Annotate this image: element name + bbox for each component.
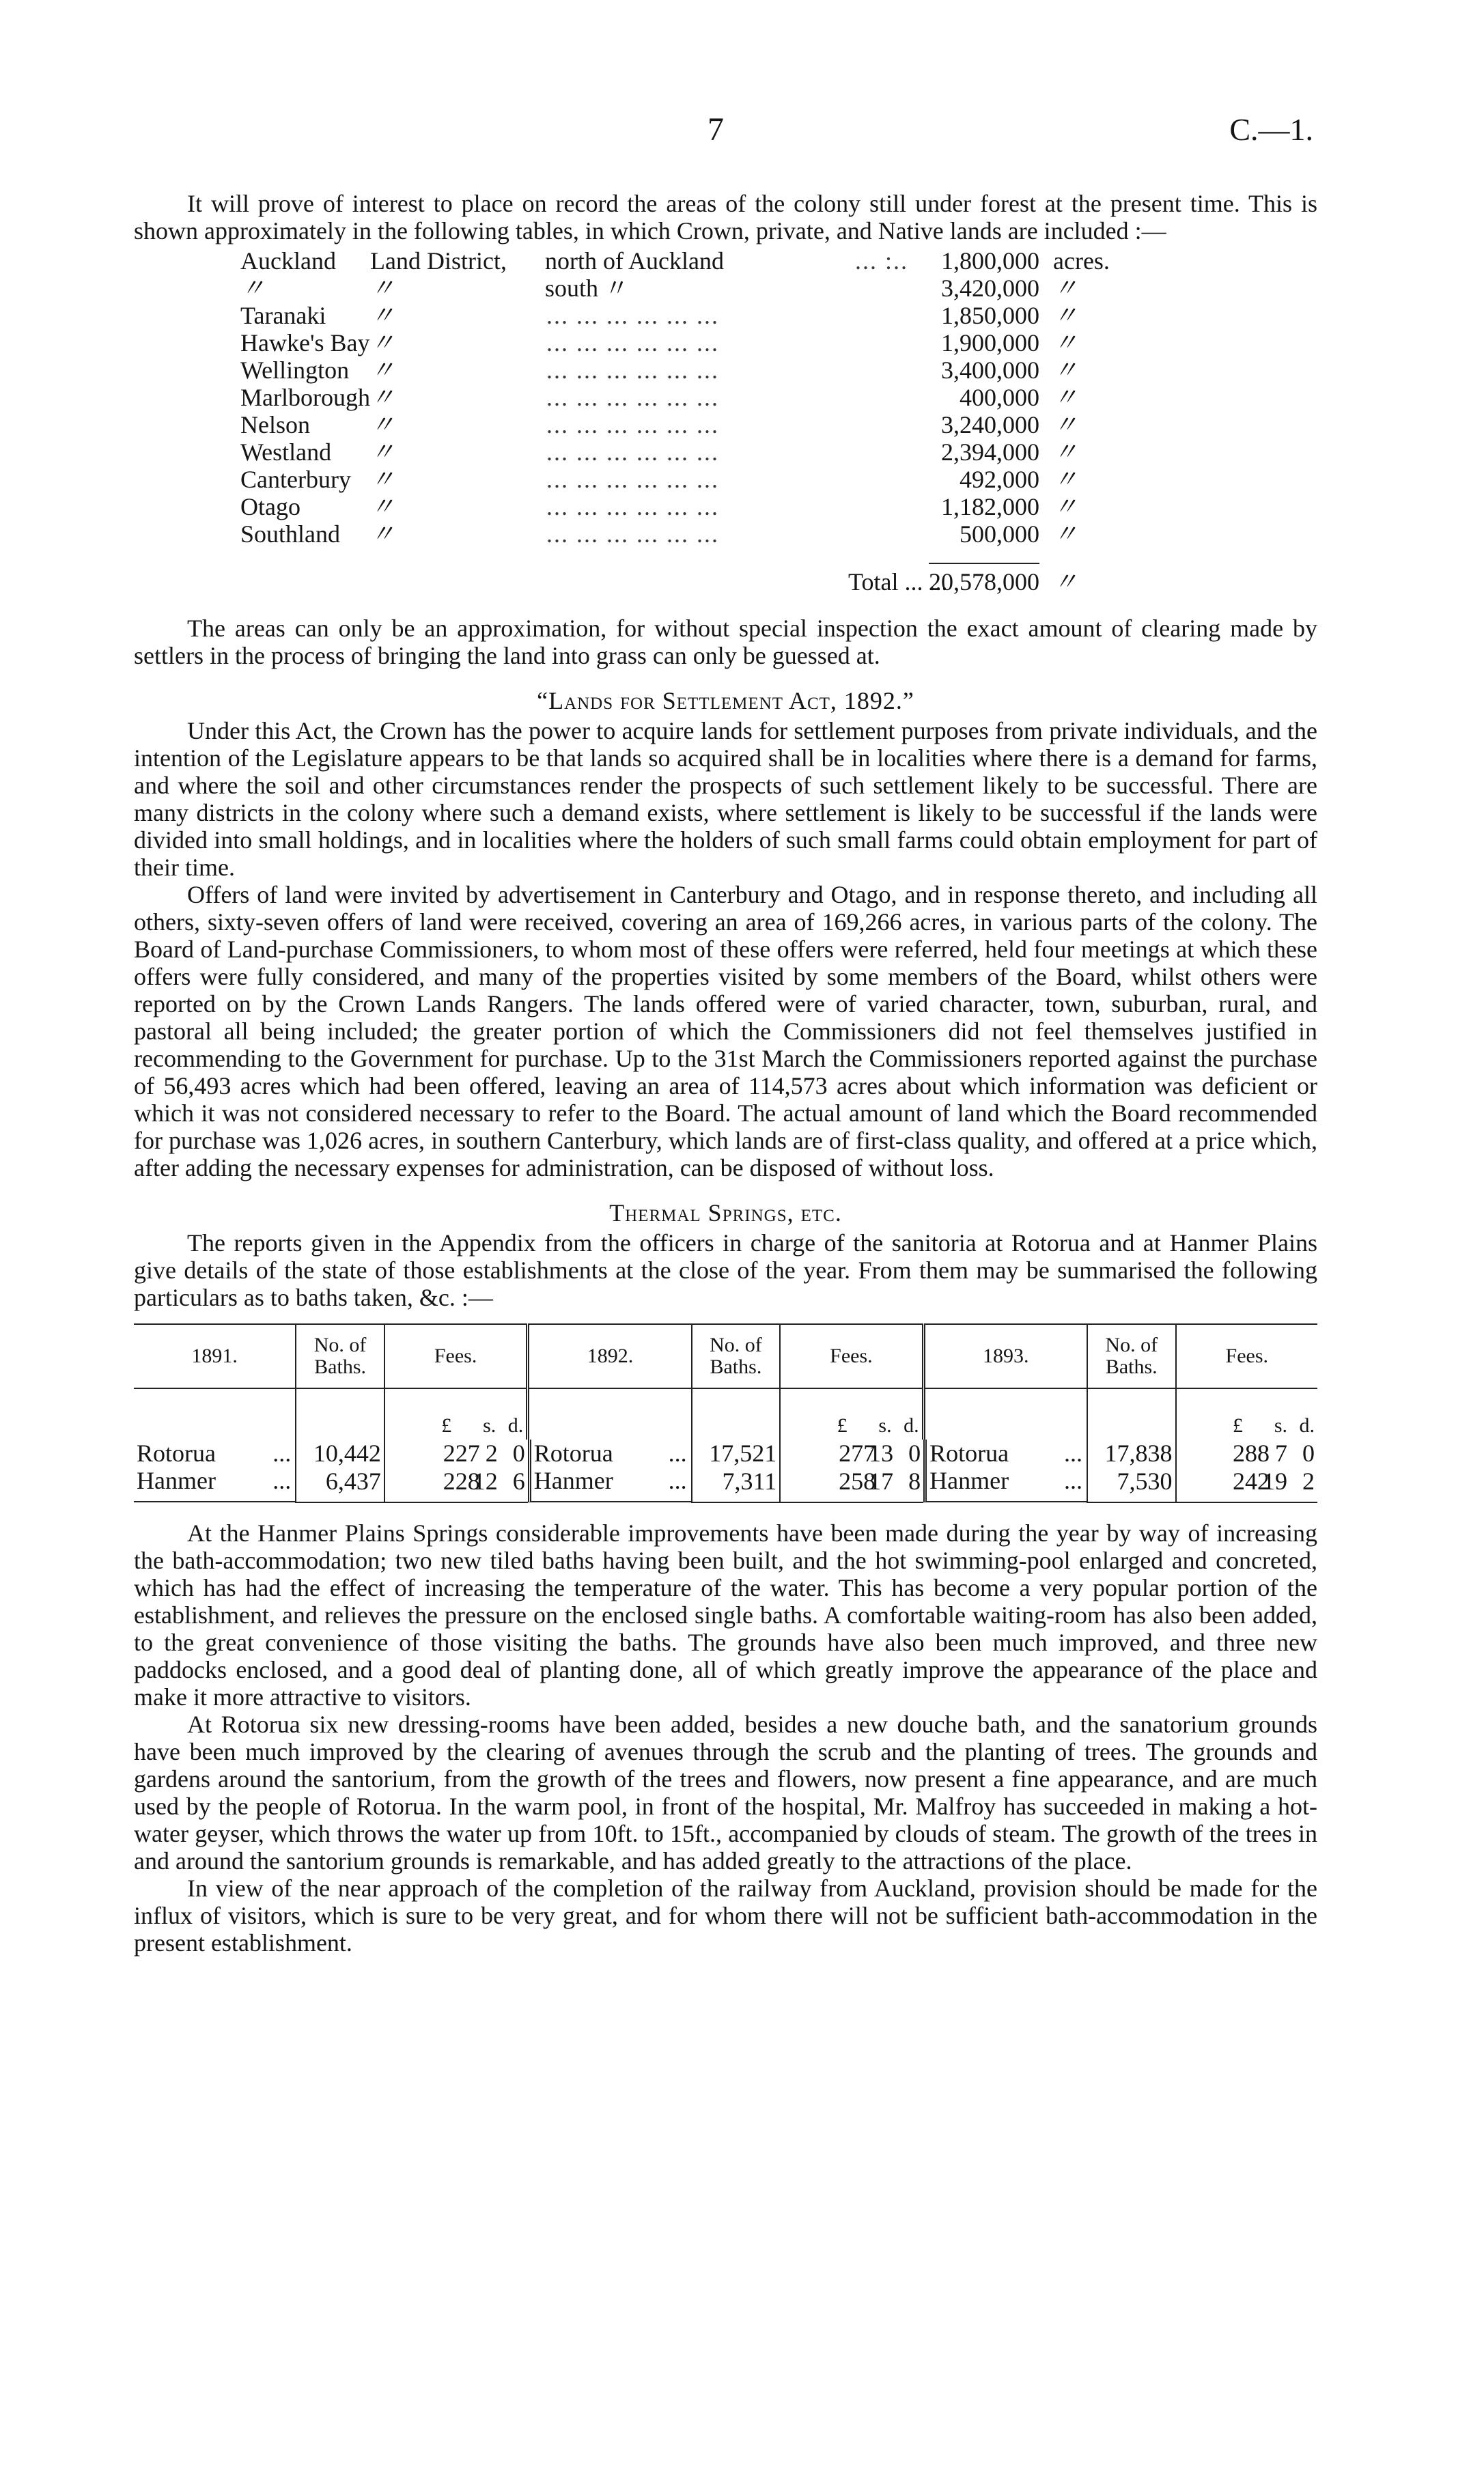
baths-table bbox=[134, 1323, 1317, 1503]
empty-cell bbox=[528, 1388, 692, 1440]
total-acreage: 20,578,000 bbox=[929, 563, 1039, 595]
land-district-name: Taranaki bbox=[240, 302, 326, 329]
ditto-mark: 〃 bbox=[370, 356, 395, 384]
total-label: Total ... ... bbox=[848, 568, 948, 595]
place-cell bbox=[923, 1467, 1087, 1502]
fees-header: Fees. bbox=[384, 1324, 528, 1388]
baths-row bbox=[134, 1467, 1317, 1502]
baths-count: 7,311 bbox=[692, 1467, 781, 1502]
fees-pence: 2 bbox=[1302, 1467, 1315, 1495]
acreage-unit: 〃 bbox=[1053, 520, 1078, 548]
baths-row bbox=[134, 1440, 1317, 1467]
land-district-name: Otago bbox=[240, 493, 300, 520]
currency-label: s. bbox=[1274, 1414, 1287, 1437]
forest-row bbox=[240, 247, 1183, 275]
leader-dots: ... ... ... ... ... ... bbox=[546, 411, 719, 438]
place-name: Rotorua bbox=[533, 1440, 613, 1467]
fees-pence: 0 bbox=[908, 1440, 921, 1467]
year-header: 1893. bbox=[923, 1324, 1087, 1388]
year-header: 1891. bbox=[134, 1324, 296, 1388]
acreage-unit: 〃 bbox=[1053, 411, 1078, 438]
leader-dots: ... :.. bbox=[855, 247, 909, 275]
fees-shillings: 17 bbox=[869, 1467, 894, 1495]
place-name: Rotorua bbox=[137, 1440, 216, 1467]
currency-label: s. bbox=[878, 1414, 892, 1437]
fees-cell bbox=[1176, 1467, 1317, 1502]
currency-label: £ bbox=[441, 1414, 452, 1437]
page-number: 7 bbox=[708, 111, 724, 148]
forest-acreage: 3,400,000 bbox=[941, 356, 1039, 384]
leader-dots: ... bbox=[668, 1440, 687, 1467]
currency-label: d. bbox=[1299, 1414, 1315, 1437]
fees-pence: 0 bbox=[1302, 1440, 1315, 1467]
forest-acreage: 1,800,000 bbox=[941, 247, 1039, 275]
lands-for-settlement-heading: “Lands for Settlement Act, 1892.” bbox=[537, 687, 914, 714]
no-of-baths-header: No. of Baths. bbox=[692, 1324, 781, 1388]
empty-cell bbox=[134, 1388, 296, 1440]
no-of-baths-header: No. of Baths. bbox=[1087, 1324, 1176, 1388]
land-district-name: Auckland bbox=[240, 247, 336, 275]
currency-labels bbox=[1176, 1388, 1317, 1440]
ditto-mark: 〃 bbox=[370, 329, 395, 356]
land-district-name: Canterbury bbox=[240, 466, 351, 493]
ditto-mark: 〃 bbox=[370, 493, 395, 520]
currency-labels bbox=[384, 1388, 528, 1440]
document-code: C.—1. bbox=[1229, 112, 1313, 147]
forest-acreage: 3,240,000 bbox=[941, 411, 1039, 438]
fees-cell bbox=[384, 1440, 528, 1467]
forest-acreage: 492,000 bbox=[960, 466, 1039, 493]
currency-label: £ bbox=[1233, 1414, 1243, 1437]
leader-dots: ... ... ... ... ... ... bbox=[546, 302, 719, 329]
place-name: Rotorua bbox=[929, 1440, 1009, 1467]
place-cell bbox=[923, 1440, 1087, 1467]
empty-cell bbox=[296, 1388, 384, 1440]
place-cell bbox=[134, 1467, 295, 1502]
fees-pounds: 258 bbox=[839, 1467, 876, 1495]
acreage-unit: 〃 bbox=[1053, 275, 1078, 302]
leader-dots: ... bbox=[1063, 1440, 1082, 1467]
springs-intro-paragraph: The reports given in the Appendix from the officers in charge of the sanitoria at Rotorua and at Hanmer Plains give details of the state of those establishments at the close of the year. From them may be summarised the following particulars as to baths taken, &c. :— bbox=[134, 1229, 1317, 1311]
forest-acreage: 400,000 bbox=[960, 384, 1039, 411]
forest-row bbox=[240, 329, 1183, 356]
currency-labels bbox=[780, 1388, 923, 1440]
fees-shillings: 13 bbox=[869, 1440, 894, 1467]
fees-cell bbox=[780, 1467, 923, 1502]
fees-cell bbox=[780, 1440, 923, 1467]
baths-count: 10,442 bbox=[296, 1440, 384, 1467]
place-cell bbox=[134, 1440, 295, 1467]
land-district-name: Wellington bbox=[240, 356, 350, 384]
land-district-name: Hawke's Bay bbox=[240, 329, 370, 356]
forest-total-row bbox=[240, 568, 1183, 595]
fees-cell bbox=[384, 1467, 528, 1502]
forest-acreage: 500,000 bbox=[960, 520, 1039, 548]
acreage-unit: acres. bbox=[1053, 247, 1110, 275]
leader-dots: ... ... ... ... ... ... bbox=[546, 493, 719, 520]
acreage-unit: 〃 bbox=[1053, 466, 1078, 493]
forest-row bbox=[240, 302, 1183, 329]
forest-acreage: 1,900,000 bbox=[941, 329, 1039, 356]
ditto-mark: 〃 bbox=[370, 384, 395, 411]
land-district-name: Marlborough bbox=[240, 384, 370, 411]
currency-label: s. bbox=[483, 1414, 496, 1437]
forest-description: north of Auckland bbox=[545, 247, 724, 275]
empty-cell bbox=[1087, 1388, 1176, 1440]
fees-pence: 0 bbox=[512, 1440, 525, 1467]
place-name: Hanmer bbox=[137, 1467, 216, 1494]
forest-area-table bbox=[240, 247, 1183, 595]
leader-dots: ... ... ... ... ... ... bbox=[546, 466, 719, 493]
baths-count: 7,530 bbox=[1087, 1467, 1176, 1502]
leader-dots: ... ... ... ... ... ... bbox=[546, 520, 719, 548]
acreage-unit: 〃 bbox=[1053, 438, 1078, 466]
forest-row bbox=[240, 493, 1183, 520]
fees-pounds: 288 bbox=[1233, 1440, 1270, 1467]
fees-shillings: 2 bbox=[485, 1440, 498, 1467]
baths-table-wrapper bbox=[134, 1323, 1317, 1503]
approximation-paragraph: The areas can only be an approximation, for without special inspection the exact amount of clearing made by settlers in the process of bringing the land into grass can only be guessed at. bbox=[134, 615, 1317, 669]
year-header: 1892. bbox=[528, 1324, 692, 1388]
place-cell bbox=[528, 1440, 691, 1467]
empty-cell bbox=[923, 1388, 1087, 1440]
fees-pounds: 227 bbox=[443, 1440, 480, 1467]
forest-intro-paragraph: It will prove of interest to place on record the areas of the colony still under forest at the present time. This is shown approximately in the following tables, in which Crown, private, and Native lands are included :— bbox=[134, 190, 1317, 244]
forest-row bbox=[240, 466, 1183, 493]
currency-subheader-row bbox=[134, 1388, 1317, 1440]
leader-dots: ... bbox=[668, 1467, 687, 1494]
forest-row bbox=[240, 356, 1183, 384]
fees-shillings: 7 bbox=[1275, 1440, 1287, 1467]
hanmer-paragraph: At the Hanmer Plains Springs considerable improvements have been made during the year by way of increasing the bath-accommodation; two new tiled baths having been built, and the hot swimming-pool enlarged and concreted, which has had the effect of increasing the temperature of the water. This has become a very popular portion of the establishment, and relieves the pressure on the enclosed single baths. A comfortable waiting-room has also been added, to the great convenience of those visiting the baths. The grounds have also been much improved, and three new paddocks enclosed, and a good deal of planting done, all of which greatly improve the appearance of the place and make it more attractive to visitors. bbox=[134, 1519, 1317, 1711]
acreage-unit: 〃 bbox=[1053, 493, 1078, 520]
thermal-springs-heading: Thermal Springs, etc. bbox=[609, 1199, 842, 1226]
land-district-label: Land District, bbox=[370, 247, 507, 275]
forest-row bbox=[240, 384, 1183, 411]
acreage-unit: 〃 bbox=[1053, 568, 1078, 595]
land-district-name: Westland bbox=[240, 438, 332, 466]
ditto-mark: 〃 bbox=[370, 466, 395, 493]
ditto-mark: 〃 bbox=[370, 438, 395, 466]
place-name: Hanmer bbox=[533, 1467, 613, 1494]
ditto-mark: 〃 bbox=[370, 411, 395, 438]
ditto-mark: 〃 bbox=[370, 302, 395, 329]
railway-paragraph: In view of the near approach of the completion of the railway from Auckland, provision should be made for the influx of visitors, which is sure to be very great, and for whom there will not be sufficient bath-accommodation in the present establishment. bbox=[134, 1875, 1317, 1957]
leader-dots: ... ... ... ... ... ... bbox=[546, 384, 719, 411]
forest-acreage: 3,420,000 bbox=[941, 275, 1039, 302]
leader-dots: ... ... ... ... ... ... bbox=[546, 329, 719, 356]
baths-count: 17,521 bbox=[692, 1440, 781, 1467]
acreage-unit: 〃 bbox=[1053, 384, 1078, 411]
land-district-name: Southland bbox=[240, 520, 341, 548]
acreage-unit: 〃 bbox=[1053, 329, 1078, 356]
acreage-unit: 〃 bbox=[1053, 356, 1078, 384]
place-cell bbox=[528, 1467, 691, 1502]
acreage-unit: 〃 bbox=[1053, 302, 1078, 329]
currency-label: £ bbox=[837, 1414, 848, 1437]
forest-row bbox=[240, 275, 1183, 302]
place-name: Hanmer bbox=[929, 1467, 1009, 1494]
forest-acreage: 1,182,000 bbox=[941, 493, 1039, 520]
baths-count: 17,838 bbox=[1087, 1440, 1176, 1467]
lands-paragraph-2: Offers of land were invited by advertisement in Canterbury and Otago, and in response thereto, and including all others, sixty-seven offers of land were received, covering an area of 169,266 acres, in various parts of the colony. The Board of Land-purchase Commissioners, to whom most of these offers were referred, held four meetings at which these offers were fully considered, and many of the properties visited by some members of the Board, whilst others were reported on by the Crown Lands Rangers. The lands offered were of varied character, town, suburban, rural, and pastoral all being included; the greater portion of which the Commissioners did not feel themselves justified in recommending to the Government for purchase. Up to the 31st March the Commissioners reported against the purchase of 56,493 acres which had been offered, leaving an area of 114,573 acres about which information was deficient or which it was not considered necessary to refer to the Board. The actual amount of land which the Board recommended for purchase was 1,026 acres, in southern Canterbury, which lands are of first-class quality, and offered at a price which, after adding the necessary expenses for administration, can be disposed of without loss. bbox=[134, 881, 1317, 1181]
fees-shillings: 19 bbox=[1263, 1467, 1287, 1495]
fees-header: Fees. bbox=[1176, 1324, 1317, 1388]
fees-header: Fees. bbox=[780, 1324, 923, 1388]
fees-pounds: 277 bbox=[839, 1440, 876, 1467]
leader-dots: ... bbox=[1063, 1467, 1082, 1494]
baths-table-header bbox=[134, 1324, 1317, 1388]
empty-cell bbox=[692, 1388, 781, 1440]
forest-acreage: 1,850,000 bbox=[941, 302, 1039, 329]
land-district-name: Nelson bbox=[240, 411, 310, 438]
fees-shillings: 12 bbox=[473, 1467, 498, 1495]
leader-dots: ... bbox=[272, 1440, 292, 1467]
fees-cell bbox=[1176, 1440, 1317, 1467]
fees-pence: 6 bbox=[512, 1467, 525, 1495]
fees-pounds: 242 bbox=[1233, 1467, 1270, 1495]
lands-paragraph-1: Under this Act, the Crown has the power to acquire lands for settlement purposes from private individuals, and the intention of the Legislature appears to be that lands so acquired shall be in localities where there is a demand for farms, and where the soil and other circumstances render the prospects of such settlement likely to be successful. There are many districts in the colony where such a demand exists, where settlement is likely to be successful if the lands were divided into small holdings, and in localities where the holders of such small farms could obtain employment for part of their time. bbox=[134, 717, 1317, 881]
no-of-baths-header: No. of Baths. bbox=[296, 1324, 384, 1388]
ditto-mark: 〃 bbox=[370, 275, 395, 302]
fees-pounds: 228 bbox=[443, 1467, 480, 1495]
ditto-mark: 〃 bbox=[370, 520, 395, 548]
forest-acreage: 2,394,000 bbox=[941, 438, 1039, 466]
baths-table-body bbox=[134, 1388, 1317, 1502]
leader-dots: ... bbox=[272, 1467, 292, 1494]
rotorua-paragraph: At Rotorua six new dressing-rooms have been added, besides a new douche bath, and the sanatorium grounds have been much improved by the clearing of avenues through the scrub and the planting of trees. The grounds and gardens around the santorium, from the growth of the trees and flowers, now present a fine appearance, and are much used by the people of Rotorua. In the warm pool, in front of the hospital, Mr. Malfroy has succeeded in making a hot-water geyser, which throws the water up from 10ft. to 15ft., accompanied by clouds of steam. The growth of the trees in and around the santorium grounds is remarkable, and has added greatly to the attractions of the place. bbox=[134, 1711, 1317, 1875]
leader-dots: ... ... ... ... ... ... bbox=[546, 356, 719, 384]
fees-pence: 8 bbox=[908, 1467, 921, 1495]
currency-label: d. bbox=[904, 1414, 919, 1437]
land-district-name: 〃 bbox=[240, 275, 266, 302]
forest-row bbox=[240, 411, 1183, 438]
forest-row bbox=[240, 520, 1183, 548]
forest-row bbox=[240, 438, 1183, 466]
currency-label: d. bbox=[507, 1414, 524, 1437]
forest-description: south 〃 bbox=[545, 275, 630, 302]
page-body bbox=[134, 190, 1317, 1957]
baths-count: 6,437 bbox=[296, 1467, 384, 1502]
leader-dots: ... ... ... ... ... ... bbox=[546, 438, 719, 466]
